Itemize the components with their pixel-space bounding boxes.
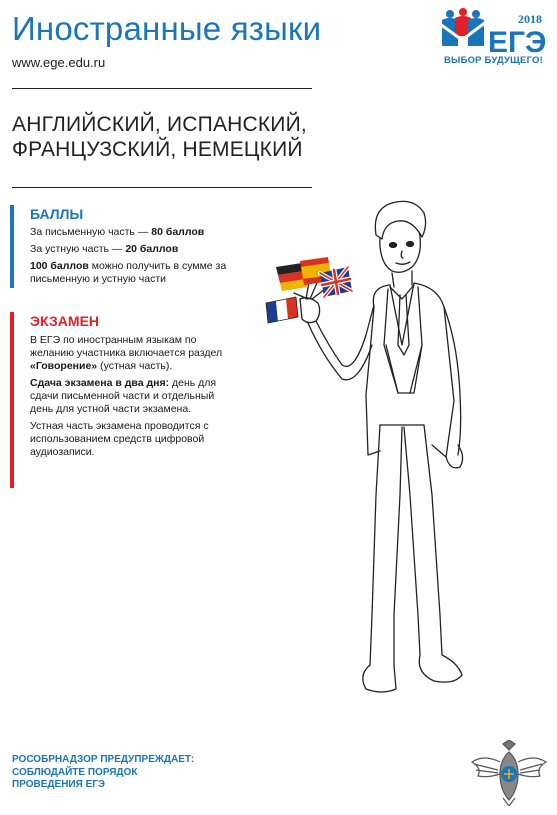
student-with-flags-illustration (262, 195, 502, 715)
flags-icon (266, 257, 352, 323)
france-flag-icon (266, 297, 298, 323)
divider (12, 88, 312, 89)
footer-line: СОБЛЮДАЙТЕ ПОРЯДОК (12, 766, 138, 778)
footer-warning (12, 754, 194, 792)
scores-text: За письменную часть — 80 баллов За устную часть — 20 баллов 100 баллов можно получить в сумме за письменную и устную части (30, 226, 227, 285)
logo-name: ЕГЭ (488, 26, 547, 59)
scores-accent-bar (10, 205, 14, 288)
exam-accent-bar (10, 312, 14, 488)
page-title: Иностранные языки (12, 10, 322, 47)
logo-tagline: ВЫБОР БУДУЩЕГО! (444, 55, 543, 66)
footer-line: ПРОВЕДЕНИЯ ЕГЭ (12, 779, 106, 790)
divider (12, 187, 312, 188)
footer-line: РОСОБРНАДЗОР ПРЕДУПРЕЖДАЕТ: (12, 754, 195, 765)
scores-title: БАЛЛЫ (30, 206, 84, 222)
exam-title: ЭКЗАМЕН (30, 313, 100, 329)
subjects-heading (12, 112, 307, 162)
subjects-line: ФРАНЦУЗСКИЙ, НЕМЕЦКИЙ (12, 138, 303, 161)
subjects-line: АНГЛИЙСКИЙ, ИСПАНСКИЙ, (12, 113, 307, 136)
logo-year: 2018 (518, 12, 542, 26)
exam-text: В ЕГЭ по иностранным языкам по желанию участника включается раздел «Говорение» (устная часть). Сдача экзамена в два дня: день для сдачи письменной части и отдельный день для устной части экзамена. Устная часть экзамена проводится с использованием средств цифровой аудиозаписи. (30, 334, 223, 458)
site-url[interactable]: www.ege.edu.ru (12, 55, 106, 70)
rosobrnadzor-emblem-icon (470, 740, 548, 806)
